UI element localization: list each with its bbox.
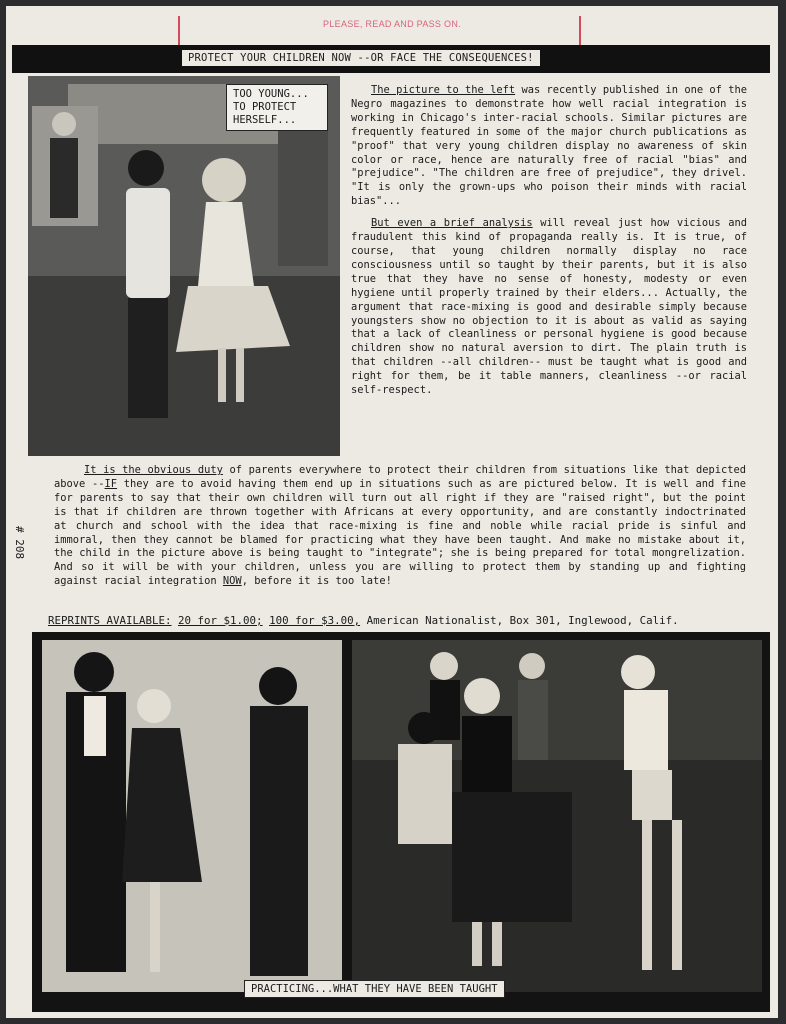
document-page	[6, 6, 778, 1018]
handwritten-side-note: # 208	[13, 526, 26, 560]
paragraph-3-part-2: they are to avoid having them end up in situations such as are pictured below. It is well and fine for parents to say that their own children will turn out all right if they are "raised right", but the point is that if children are thrown together with Africans at every opportunity, and are constantly indoctrinated at church and school with the idea that race-mixing is fine and noble while racial pride is sinful and immoral, then they cannot be blamed for practicing what they have been taught. And make no mistake about it, the child in the picture above is being taught to "integrate"; she is being prepared for total mongrelization. And so it will be with your children, unless you are willing to protect them by standing up and fighting against racial integration	[54, 477, 746, 588]
paragraph-1	[351, 84, 747, 209]
photo-caption-box	[226, 84, 328, 131]
paragraph-3-if: IF	[104, 477, 118, 490]
bottom-photo-frame	[32, 632, 770, 1012]
headline: PROTECT YOUR CHILDREN NOW --OR FACE THE CONSEQUENCES!	[182, 50, 540, 66]
paragraph-3	[54, 464, 746, 589]
paragraph-2	[351, 217, 747, 398]
reprints-label: REPRINTS AVAILABLE:	[48, 614, 172, 627]
paragraph-3-part-1: of parents everywhere to protect their children from situations like that depicted above --	[54, 464, 746, 490]
paragraph-3-part-3: , before it is too late!	[241, 575, 392, 588]
bottom-photo-caption: PRACTICING...WHAT THEY HAVE BEEN TAUGHT	[244, 980, 505, 998]
paragraph-2-body: will reveal just how vicious and fraudulent this kind of propaganda really is. It is true, of course, that young children normally display no race consciousness until so taught by their parents, but it is also true that they have no sense of honesty, modesty or even hygiene until properly trained by their elders... Actually, the argument that race-mixing is good and desirable simply because youngsters show no objection to it is about as valid as saying that a lack of cleanliness or personal hygiene is good because children show no natural aversion to dirt. The plain truth is that children --all children-- must be taught what is good and right for them, be it table manners, cleanliness --or racial self-respect.	[351, 217, 747, 397]
photo-caption-line-2: TO PROTECT	[233, 101, 297, 113]
photo-caption-line-3: HERSELF...	[233, 114, 297, 126]
paragraph-3-now: NOW	[222, 575, 242, 588]
right-column-text	[351, 84, 747, 399]
reprints-address: American Nationalist, Box 301, Inglewood, Calif.	[360, 614, 679, 627]
photo-caption-line-1: TOO YOUNG...	[233, 88, 309, 100]
full-width-text	[54, 464, 746, 589]
reprints-offer-1: 20 for $1.00;	[178, 614, 263, 627]
pass-on-stamp: PLEASE, READ AND PASS ON.	[323, 19, 461, 29]
paragraph-3-lead: It is the obvious duty	[84, 464, 223, 476]
top-photo-children-dancing	[28, 76, 340, 456]
paragraph-1-lead: The picture to the left	[371, 84, 516, 96]
paragraph-1-body: was recently published in one of the Negro magazines to demonstrate how well racial integration is working in Chicago's inter-racial schools. Similar pictures are frequently featured in some of the major church publications as "proof" that very young children display no awareness of skin color or race, hence are naturally free of racial "bias" and "prejudice". "The children are free of prejudice", they drivel. "It is only the grown-ups who poison their minds with racial bias"...	[351, 84, 747, 208]
paragraph-2-lead: But even a brief analysis	[371, 217, 533, 230]
reprints-offer-2: 100 for $3.00,	[269, 614, 361, 627]
reprints-line	[48, 614, 760, 627]
